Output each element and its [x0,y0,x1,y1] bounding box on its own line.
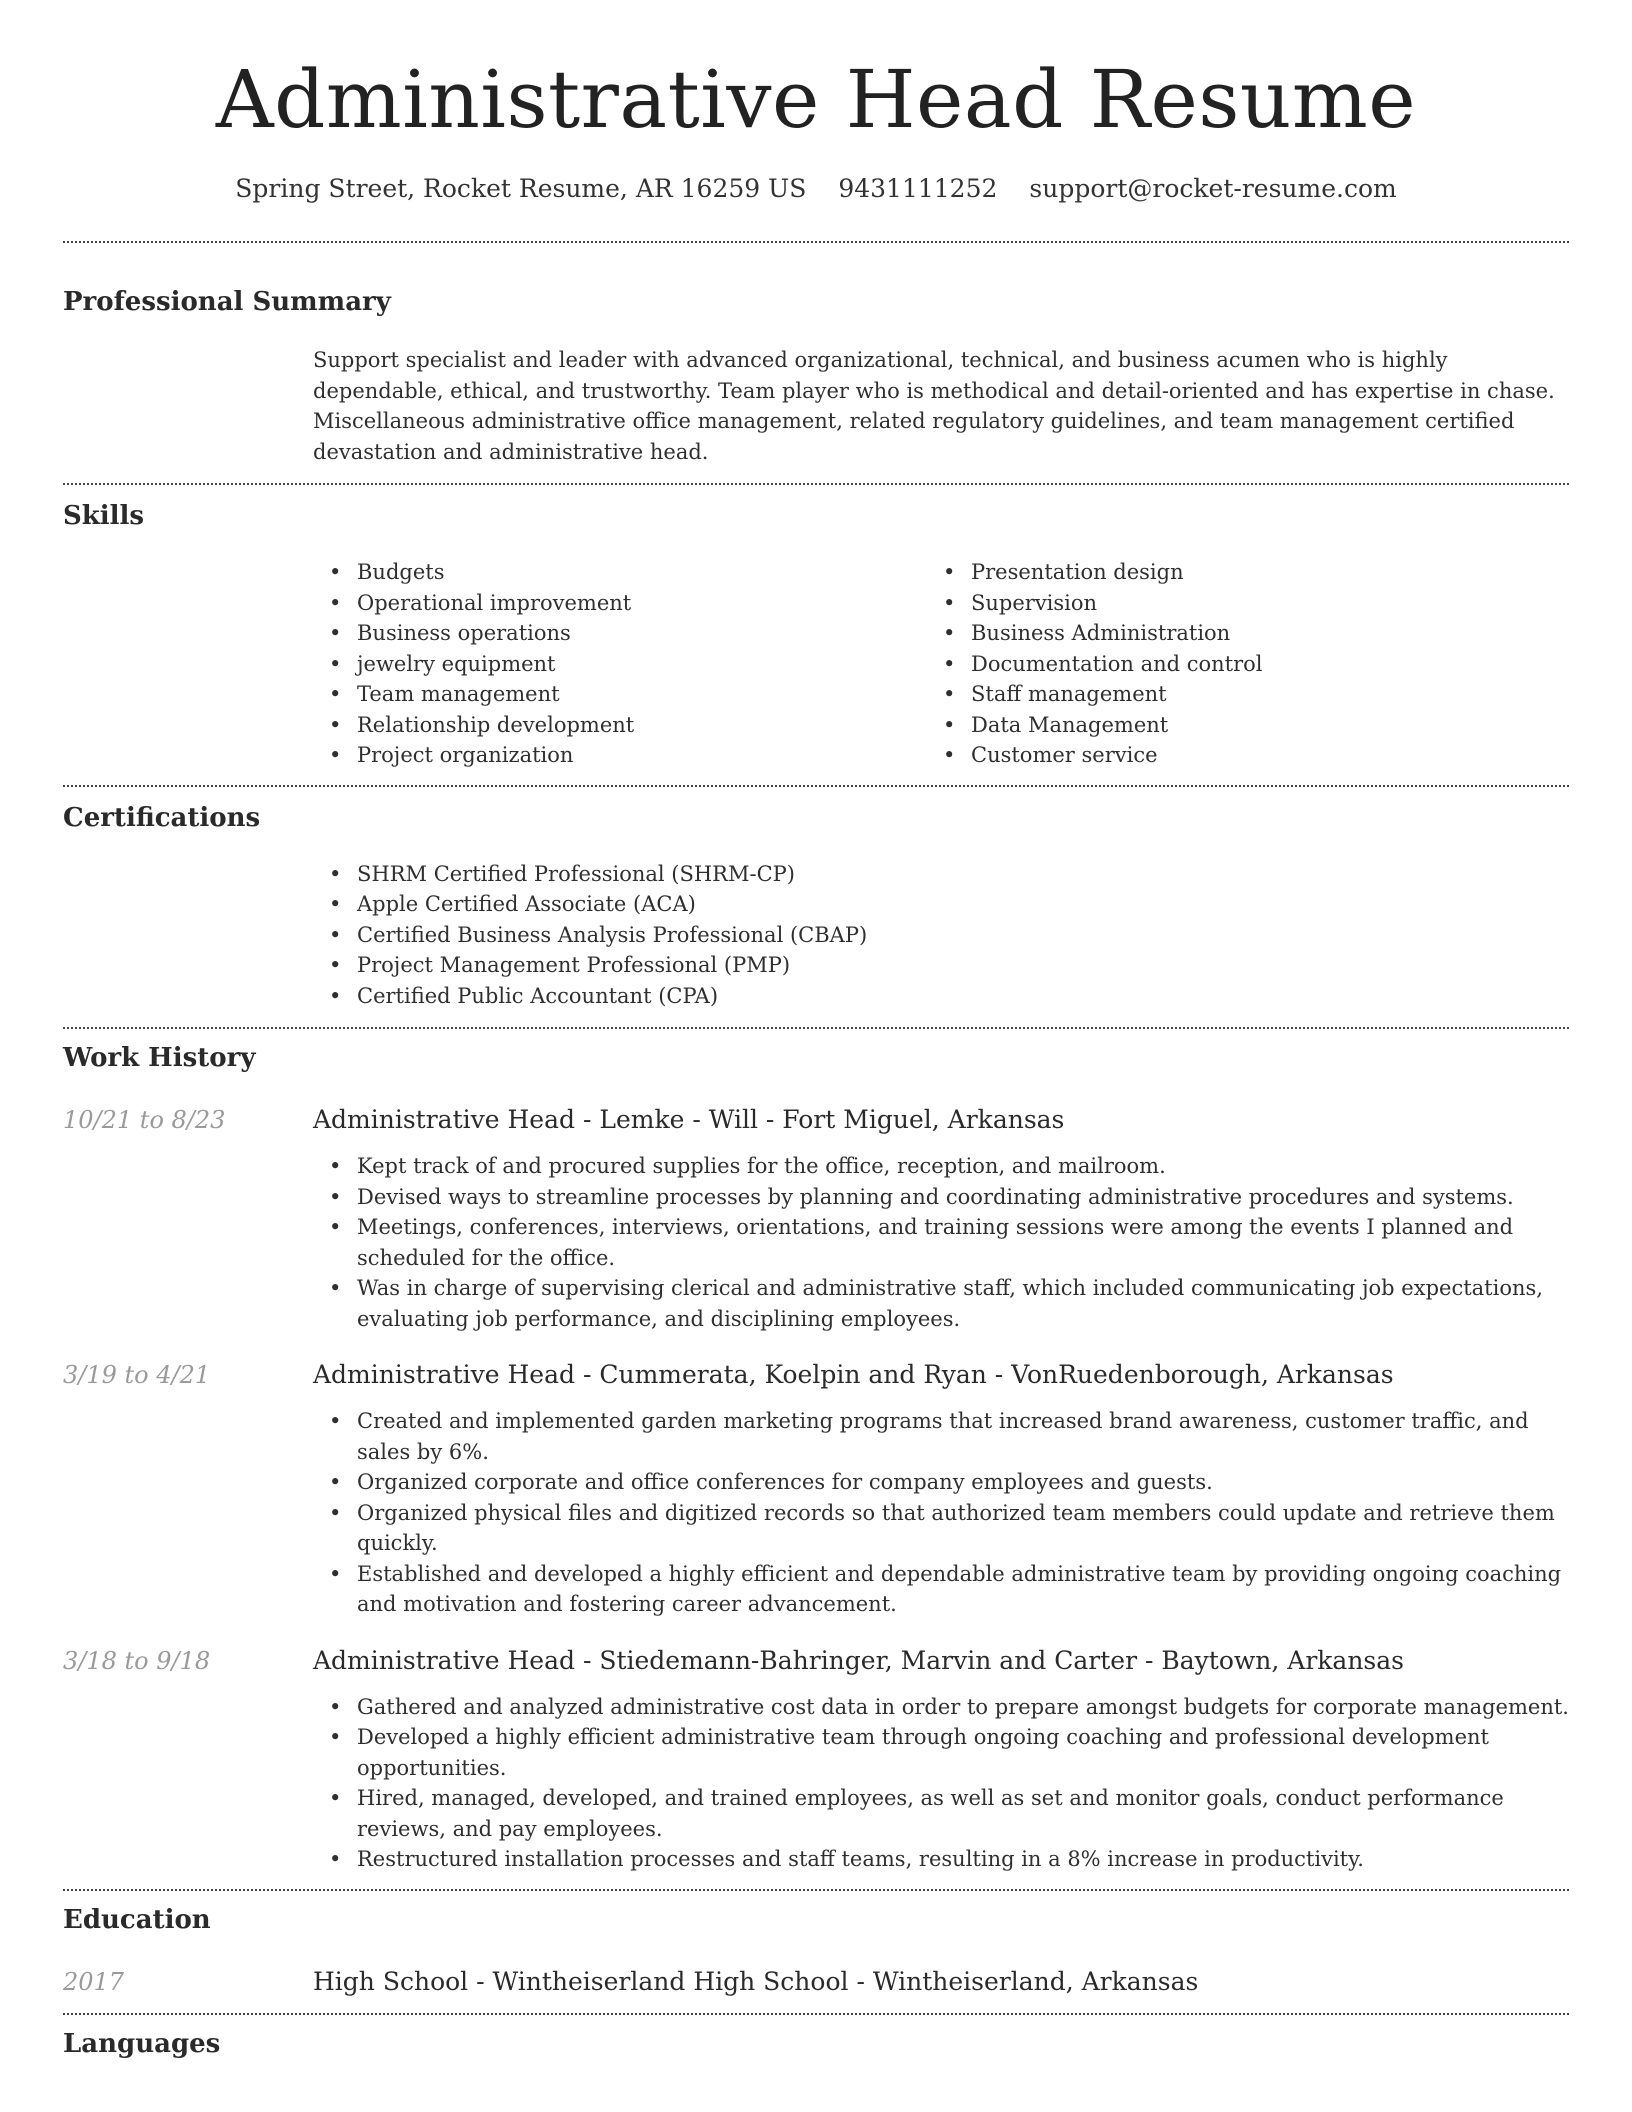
languages-section [63,2015,1569,2061]
resume-title: Administrative Head Resume [215,53,1417,146]
entry-bullet: • Organized corporate and office conferences for company employees and guests. [313,1467,1569,1498]
entry-bullet: • Meetings, conferences, interviews, orientations, and training sessions were among the events I planned and scheduled for the office. [313,1212,1569,1273]
skill-item: • Budgets [313,557,927,588]
entry-bullets [313,1151,1569,1334]
section-title: Work History [63,1043,256,1073]
entry-bullet: • Established and developed a highly efficient and dependable administrative team by providing ongoing coaching and motivation and fostering career advancement. [313,1559,1569,1620]
skill-item: • Documentation and control [927,649,1569,680]
certification-item: • SHRM Certified Professional (SHRM-CP) [313,859,1569,890]
skill-item: • jewelry equipment [313,649,927,680]
skill-item: • Business operations [313,618,927,649]
entry-bullet: • Organized physical files and digitized records so that authorized team members could update and retrieve them quickly. [313,1498,1569,1559]
skill-item: • Relationship development [313,710,927,741]
summary-text: Support specialist and leader with advanced organizational, technical, and business acumen who is highly dependable, ethical, and trustworthy. Team player who is methodical and detail-oriented and has expertise in chase. Miscellaneous administrative office management, related regulatory guidelines, and team management certified devastation and administrative head. [313,348,1555,464]
entry-title: Administrative Head - Cummerata, Koelpin and Ryan - VonRuedenborough, Arkansas [313,1360,1394,1389]
work-entry [63,1644,1569,1875]
work-entry [63,1358,1569,1620]
section-title: Professional Summary [63,287,391,317]
certifications-section [63,787,1569,1028]
education-entry [63,1965,1569,1999]
entry-date: 3/19 to 4/21 [63,1361,211,1389]
professional-summary-section [63,243,1569,483]
email: support@rocket-resume.com [1029,174,1397,203]
skill-item: • Project organization [313,740,927,771]
entry-bullets [313,1406,1569,1620]
entry-bullet: • Devised ways to streamline processes by planning and coordinating administrative procedures and systems. [313,1182,1569,1213]
certification-item: • Certified Public Accountant (CPA) [313,981,1569,1012]
section-title: Certifications [63,802,261,833]
entry-bullet: • Gathered and analyzed administrative cost data in order to prepare amongst budgets for corporate management. [313,1692,1569,1723]
work-history-section [63,1029,1569,1889]
section-title: Languages [63,2028,221,2059]
section-title: Education [63,1904,211,1935]
skills-list-left [313,557,927,771]
certification-item: • Apple Certified Associate (ACA) [313,889,1569,920]
entry-bullets [313,1692,1569,1875]
skills-section [63,485,1569,785]
entry-date: 2017 [63,1967,125,1996]
skills-list-right [927,557,1569,771]
skill-item: • Staff management [927,679,1569,710]
work-entry [63,1103,1569,1334]
entry-title: High School - Wintheiserland High School - Wintheiserland, Arkansas [313,1966,1199,1996]
section-title: Skills [63,501,145,531]
skill-item: • Business Administration [927,618,1569,649]
skill-item: • Presentation design [927,557,1569,588]
entry-bullet: • Created and implemented garden marketing programs that increased brand awareness, customer traffic, and sales by 6%. [313,1406,1569,1467]
entry-bullet: • Kept track of and procured supplies for the office, reception, and mailroom. [313,1151,1569,1182]
entry-date: 3/18 to 9/18 [63,1646,211,1675]
certification-item: • Project Management Professional (PMP) [313,950,1569,981]
phone: 9431111252 [838,174,998,203]
skill-item: • Customer service [927,740,1569,771]
address: Spring Street, Rocket Resume, AR 16259 US [235,174,807,203]
entry-title: Administrative Head - Lemke - Will - Fort Miguel, Arkansas [313,1105,1065,1134]
entry-title: Administrative Head - Stiedemann-Bahringer, Marvin and Carter - Baytown, Arkansas [313,1645,1404,1675]
contact-info [63,174,1569,203]
entry-date: 10/21 to 8/23 [63,1106,226,1134]
entry-bullet: • Was in charge of supervising clerical and administrative staff, which included communicating job expectations, evaluating job performance, and disciplining employees. [313,1273,1569,1334]
entry-bullet: • Hired, managed, developed, and trained employees, as well as set and monitor goals, conduct performance reviews, and pay employees. [313,1783,1569,1844]
skill-item: • Supervision [927,588,1569,619]
skill-item: • Team management [313,679,927,710]
entry-bullet: • Developed a highly efficient administrative team through ongoing coaching and professional development opportunities. [313,1722,1569,1783]
certification-item: • Certified Business Analysis Professional (CBAP) [313,920,1569,951]
skill-item: • Data Management [927,710,1569,741]
education-section [63,1891,1569,2013]
entry-bullet: • Restructured installation processes and staff teams, resulting in a 8% increase in productivity. [313,1844,1569,1875]
skill-item: • Operational improvement [313,588,927,619]
certifications-list [313,859,1569,1012]
